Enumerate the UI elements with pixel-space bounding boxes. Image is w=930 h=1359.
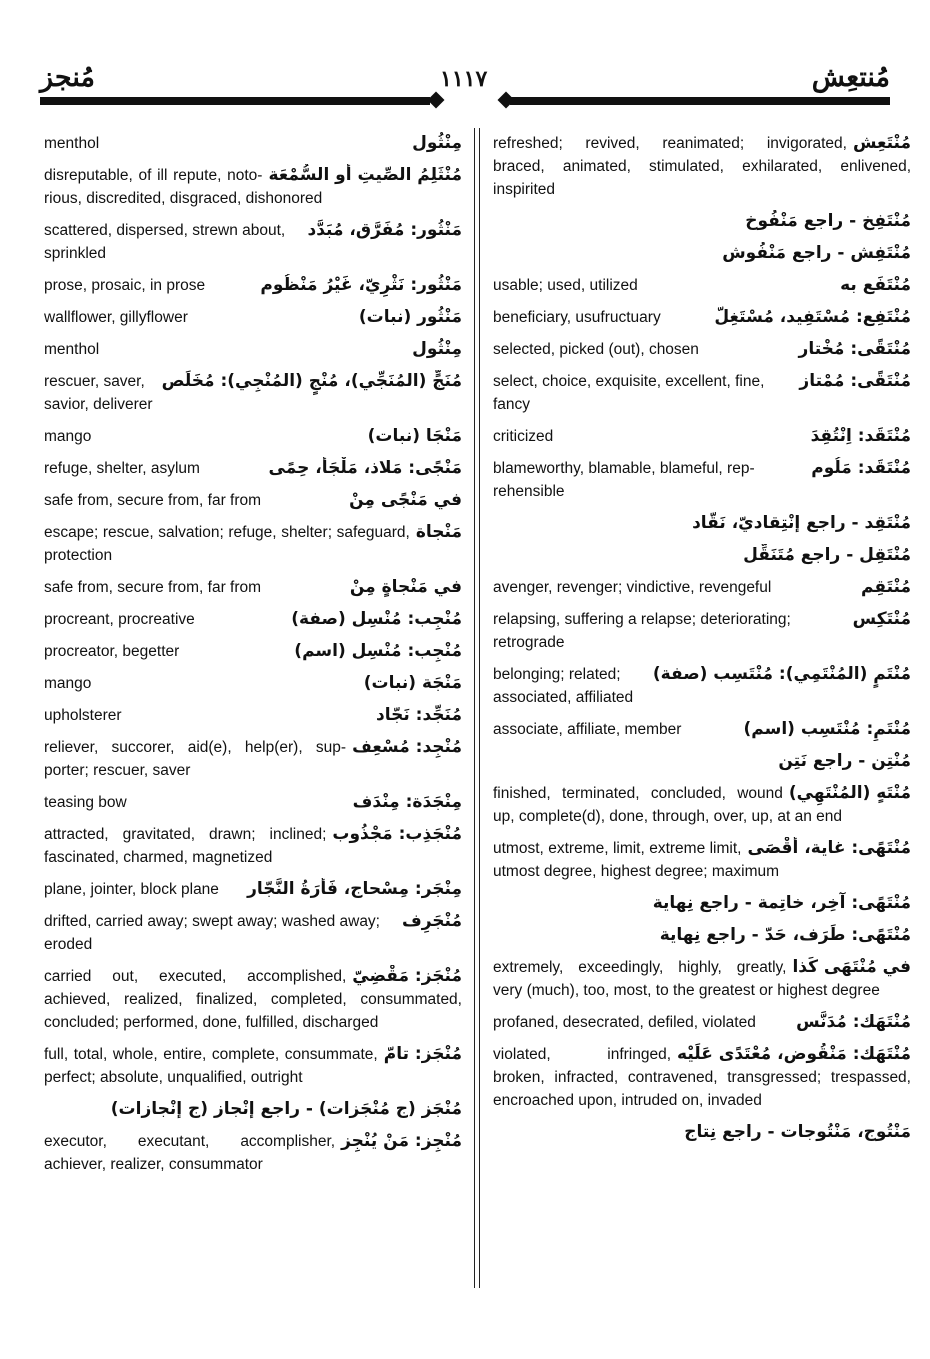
dictionary-entry bbox=[493, 274, 911, 297]
right-column bbox=[493, 132, 911, 1153]
header-diamond-left bbox=[428, 92, 445, 109]
arabic-headword: مِنْجَر: مِسْحاج، فَأْرَةُ النَّجّار bbox=[247, 879, 462, 899]
arabic-headword: مُنْجَز (ج مُنْجَزات) - راجع إنْجاز (ج إنْجازات) bbox=[110, 1099, 462, 1119]
dictionary-entry bbox=[493, 338, 911, 361]
header-rule-right bbox=[510, 97, 890, 105]
english-definition: profaned, desecrated, defiled, violated bbox=[493, 1014, 756, 1031]
arabic-headword: مُنَجِّد: نَجّاد bbox=[376, 705, 462, 725]
arabic-headword: مُنْتَكِس bbox=[852, 609, 911, 629]
english-definition: beneficiary, usufructuary bbox=[493, 309, 661, 326]
english-definition: escape; rescue, salvation; refuge, shelter; safeguard, protection bbox=[44, 524, 410, 564]
arabic-headword: مُنْتَهًى: غاية، أقْصَى bbox=[747, 838, 911, 858]
arabic-headword: مُنَجٍّ (المُنَجِّي)، مُنْجٍ (المُنْجِي): مُخَلِّص bbox=[161, 371, 462, 391]
english-definition: extremely, exceedingly, highly, greatly, very (much), too, most, to the greatest or highest degree bbox=[493, 959, 880, 999]
arabic-headword: مُنْتَقِد - راجع إنْتِقاديّ، نَقّاد bbox=[692, 513, 911, 533]
arabic-headword: مُنْتَمٍ: مُنْتَسِب (اسم) bbox=[743, 719, 911, 739]
arabic-headword: مُنْتَقًى: مُخْتار bbox=[798, 339, 911, 359]
arabic-headword: مُنْتَهٍ (المُنْتَهِي) bbox=[788, 783, 911, 803]
dictionary-entry bbox=[44, 608, 462, 631]
english-definition: menthol bbox=[44, 341, 100, 358]
dictionary-entry bbox=[493, 956, 911, 1002]
dictionary-entry bbox=[44, 965, 462, 1034]
arabic-headword: مُنْجَرِف bbox=[401, 911, 462, 931]
page-number: ١١١٧ bbox=[440, 66, 488, 92]
dictionary-entry bbox=[44, 274, 462, 297]
english-definition: select, choice, exquisite, excellent, fine, fancy bbox=[493, 373, 765, 413]
english-definition: safe from, secure from, far from bbox=[44, 579, 262, 596]
arabic-headword: في مُنْتَهَى كَذا bbox=[792, 957, 911, 977]
dictionary-entry bbox=[44, 704, 462, 727]
english-definition: reliever, succorer, aid(e), help(er), supporter; rescuer, saver bbox=[44, 739, 347, 779]
arabic-headword: مَنْجاة bbox=[415, 522, 462, 542]
dictionary-entry bbox=[493, 718, 911, 741]
dictionary-entry bbox=[44, 338, 462, 361]
dictionary-entry bbox=[44, 878, 462, 901]
english-definition: executor, executant, accomplisher, achiever, realizer, consummator bbox=[44, 1133, 336, 1173]
guide-word-right: مُنتعِش bbox=[811, 62, 890, 93]
dictionary-entry bbox=[493, 210, 911, 233]
dictionary-entry bbox=[44, 672, 462, 695]
dictionary-entry bbox=[44, 370, 462, 416]
arabic-headword: مَنْثُور (نبات) bbox=[358, 307, 462, 327]
english-definition: carried out, executed, accomplished, achieved, realized, finalized, completed, consummated, concluded; performed, done, fulfilled, discharged bbox=[44, 968, 462, 1031]
english-definition: rescuer, saver, savior, deliverer bbox=[44, 373, 153, 413]
dictionary-entry bbox=[493, 425, 911, 448]
english-definition: procreant, procreative bbox=[44, 611, 195, 628]
arabic-headword: مُنْجَز: مَقْضِيّ bbox=[352, 966, 462, 986]
arabic-headword: مُنْتَهَك: مُدَنَّس bbox=[796, 1012, 911, 1032]
english-definition: refuge, shelter, asylum bbox=[44, 460, 200, 477]
dictionary-entry bbox=[44, 736, 462, 782]
dictionary-entry bbox=[493, 242, 911, 265]
english-definition: refreshed; revived, reanimated; invigorated, braced, animated, stimulated, exhilarated, enlivened, inspirited bbox=[493, 135, 911, 198]
arabic-headword: مُنْتَفَع به bbox=[840, 275, 911, 295]
dictionary-entry bbox=[493, 782, 911, 828]
english-definition: blameworthy, blamable, blameful, reprehensible bbox=[493, 460, 755, 500]
dictionary-entry bbox=[44, 521, 462, 567]
english-definition: attracted, gravitated, drawn; inclined; fascinated, charmed, magnetized bbox=[44, 826, 327, 866]
dictionary-entry bbox=[44, 164, 462, 210]
arabic-headword: مُنْجَذِب: مَجْذُوب bbox=[332, 824, 462, 844]
english-definition: associate, affiliate, member bbox=[493, 721, 682, 738]
left-column bbox=[44, 132, 462, 1185]
column-divider bbox=[474, 128, 480, 1288]
english-definition: violated, infringed, broken, infracted, contravened, transgressed; trespassed, encroached upon, intruded on, invaded bbox=[493, 1046, 911, 1109]
arabic-headword: مَنْثُور: نَثْرِيّ، غَيْرُ مَنْظُوم bbox=[260, 275, 462, 295]
english-definition: belonging; related; associated, affiliated bbox=[493, 666, 634, 706]
dictionary-entry bbox=[44, 640, 462, 663]
arabic-headword: مُنْتَقِم bbox=[861, 577, 911, 597]
english-definition: criticized bbox=[493, 428, 554, 445]
arabic-headword: في مَنْجًى مِنْ bbox=[349, 490, 462, 510]
arabic-headword: مُنْتَفِخ - راجع مَنْفُوخ bbox=[745, 211, 911, 231]
english-definition: avenger, revenger; vindictive, revengeful bbox=[493, 579, 772, 596]
dictionary-entry bbox=[44, 823, 462, 869]
dictionary-entry bbox=[493, 370, 911, 416]
arabic-headword: مُنْتَقِل - راجع مُتَنَقِّل bbox=[743, 545, 911, 565]
dictionary-entry bbox=[493, 1011, 911, 1034]
dictionary-entry bbox=[44, 576, 462, 599]
arabic-headword: مُنْجِب: مُنْسِل (صفة) bbox=[291, 609, 462, 629]
arabic-headword: مَنْتُوج، مَنْتُوجات - راجع نِتاج bbox=[684, 1122, 911, 1142]
dictionary-entry bbox=[44, 791, 462, 814]
dictionary-entry bbox=[44, 910, 462, 956]
dictionary-entry bbox=[44, 132, 462, 155]
arabic-headword: مُنْجَز: تامّ bbox=[383, 1044, 462, 1064]
dictionary-entry bbox=[493, 663, 911, 709]
english-definition: menthol bbox=[44, 135, 100, 152]
arabic-headword: مُنْتَقَد: اِنْتُقِدَ bbox=[810, 426, 911, 446]
arabic-headword: مُنْجِز: مَنْ يُنْجِز bbox=[341, 1131, 462, 1151]
english-definition: drifted, carried away; swept away; washed away; eroded bbox=[44, 913, 380, 953]
english-definition: prose, prosaic, in prose bbox=[44, 277, 206, 294]
arabic-headword: مُنْتَهًى: آخِر، خاتِمة - راجع نِهاية bbox=[652, 893, 911, 913]
dictionary-entry bbox=[493, 512, 911, 535]
arabic-headword: في مَنْجاةٍ مِنْ bbox=[349, 577, 462, 597]
arabic-headword: مَنْجَا (نبات) bbox=[367, 426, 462, 446]
dictionary-entry bbox=[493, 457, 911, 503]
arabic-headword: مَنْجَة (نبات) bbox=[363, 673, 462, 693]
arabic-headword: مَنْجًى: مَلاذ، مَلْجَأ، حِمًى bbox=[268, 458, 462, 478]
arabic-headword: مِنْثُول bbox=[412, 339, 462, 359]
arabic-headword: مُنْجِد: مُسْعِف bbox=[352, 737, 462, 757]
english-definition: wallflower, gillyflower bbox=[44, 309, 188, 326]
arabic-headword: مُنْتَقَد: مَلُوم bbox=[811, 458, 911, 478]
dictionary-entry bbox=[493, 750, 911, 773]
english-definition: finished, terminated, concluded, wound up, complete(d), done, through, over, up, at an end bbox=[493, 785, 842, 825]
english-definition: procreator, begetter bbox=[44, 643, 180, 660]
arabic-headword: مُنْتَهًى: طَرَف، حَدّ - راجع نِهاية bbox=[659, 925, 911, 945]
english-definition: utmost, extreme, limit, extreme limit, utmost degree, highest degree; maximum bbox=[493, 840, 780, 880]
arabic-headword: مِنْثُول bbox=[412, 133, 462, 153]
english-definition: teasing bow bbox=[44, 794, 127, 811]
dictionary-entry bbox=[493, 576, 911, 599]
arabic-headword: مُنْتَمٍ (المُنْتَمِي): مُنْتَسِب (صفة) bbox=[652, 664, 911, 684]
dictionary-entry bbox=[493, 892, 911, 915]
dictionary-entry bbox=[493, 924, 911, 947]
english-definition: mango bbox=[44, 428, 92, 445]
header-rule-left bbox=[40, 97, 430, 105]
dictionary-entry bbox=[44, 1130, 462, 1176]
dictionary-entry bbox=[44, 1098, 462, 1121]
dictionary-entry bbox=[493, 306, 911, 329]
dictionary-entry bbox=[493, 1043, 911, 1112]
dictionary-entry bbox=[44, 457, 462, 480]
english-definition: safe from, secure from, far from bbox=[44, 492, 262, 509]
dictionary-entry bbox=[44, 489, 462, 512]
dictionary-entry bbox=[493, 608, 911, 654]
arabic-headword: مُنْتِن - راجع نَتِن bbox=[778, 751, 911, 771]
dictionary-entry bbox=[493, 1121, 911, 1144]
guide-word-left: مُنجز bbox=[40, 62, 95, 93]
english-definition: selected, picked (out), chosen bbox=[493, 341, 699, 358]
dictionary-entry bbox=[44, 219, 462, 265]
dictionary-entry bbox=[493, 132, 911, 201]
dictionary-entry bbox=[493, 837, 911, 883]
english-definition: usable; used, utilized bbox=[493, 277, 638, 294]
arabic-headword: مُنْثَلِمُ الصِّيتِ أَو السُّمْعَة bbox=[268, 165, 462, 185]
dictionary-entry bbox=[493, 544, 911, 567]
arabic-headword: مُنْتَعِش bbox=[852, 133, 911, 153]
arabic-headword: مُنْتَفِش - راجع مَنْفُوش bbox=[722, 243, 911, 263]
arabic-headword: مُنْتَفِع: مُسْتَفِيد، مُسْتَغِلّ bbox=[714, 307, 911, 327]
english-definition: plane, jointer, block plane bbox=[44, 881, 219, 898]
english-definition: relapsing, suffering a relapse; deteriorating; retrograde bbox=[493, 611, 791, 651]
arabic-headword: مُنْتَقًى: مُمْتاز bbox=[799, 371, 911, 391]
arabic-headword: مُنْجِب: مُنْسِل (اسم) bbox=[294, 641, 462, 661]
arabic-headword: مَنْثُور: مُفَرَّق، مُبَدَّد bbox=[307, 220, 462, 240]
dictionary-entry bbox=[44, 1043, 462, 1089]
english-definition: disreputable, of ill repute, notorious, discredited, disgraced, dishonored bbox=[44, 167, 323, 207]
english-definition: scattered, dispersed, strewn about, sprinkled bbox=[44, 222, 286, 262]
english-definition: upholsterer bbox=[44, 707, 122, 724]
english-definition: full, total, whole, entire, complete, consummate, perfect; absolute, unqualified, outright bbox=[44, 1046, 378, 1086]
arabic-headword: مُنْتَهَك: مَنْقُوض، مُعْتَدًى عَلَيْه bbox=[677, 1044, 911, 1064]
dictionary-entry bbox=[44, 425, 462, 448]
dictionary-entry bbox=[44, 306, 462, 329]
english-definition: mango bbox=[44, 675, 92, 692]
arabic-headword: مِنْجَدَة: مِنْدَف bbox=[352, 792, 462, 812]
